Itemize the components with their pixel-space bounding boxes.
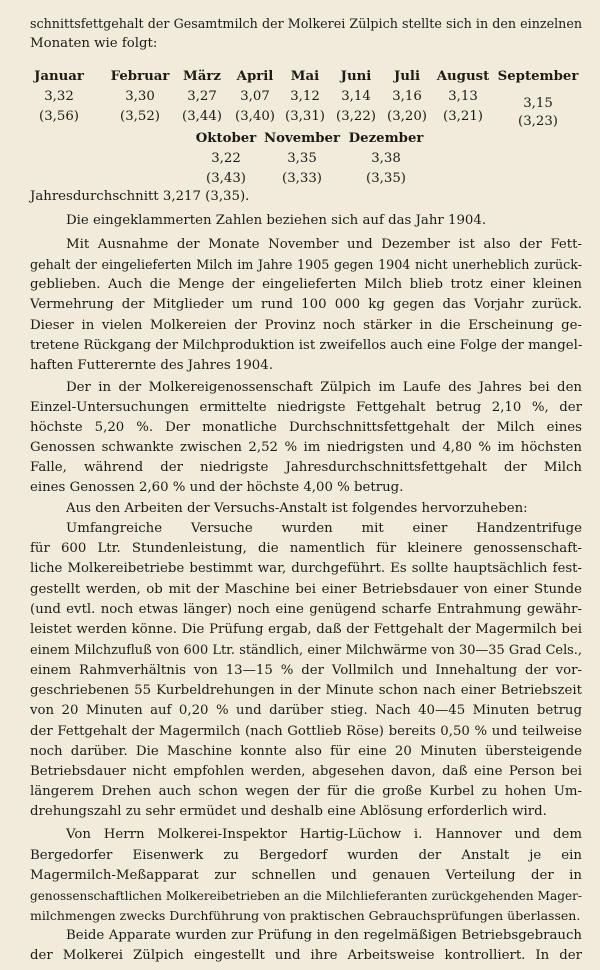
text-line: schnittsfettgehalt der Gesamtmilch der Molkerei Zülpich stellte sich in den einzelnen <box>30 16 582 31</box>
value-1905: 3,30 <box>125 89 155 104</box>
text-line: geblieben. Auch die Menge der eingelieferten Milch blieb trotz einer kleinen <box>30 277 582 292</box>
text-line: Einzel-Untersuchungen ermittelte niedrigste Fettgehalt betrug 2,10 %, der <box>30 400 582 415</box>
value-1904: (3,22) <box>336 109 376 124</box>
month-header: Juli <box>393 69 421 84</box>
value-1905: 3,35 <box>287 151 317 166</box>
text-line: Von Herrn Molkerei-Inspektor Hartig-Lüchow i. Hannover und dem <box>66 827 582 842</box>
month-header: Mai <box>290 69 320 84</box>
text-line: Falle, während der niedrigste Jahresdurchschnittsfettgehalt der Milch <box>30 460 582 475</box>
text-line: höchste 5,20 %. Der monatliche Durchschnittsfettgehalt der Milch eines <box>30 420 582 435</box>
value-1905: 3,22 <box>211 151 241 166</box>
month-header: Dezember <box>348 131 424 146</box>
value-1904: (3,20) <box>387 109 427 124</box>
text-line: Dieser in vielen Molkereien der Provinz noch stärker in die Erscheinung ge- <box>30 318 582 333</box>
value-1905: 3,13 <box>448 89 478 104</box>
text-line: von 20 Minuten auf 0,20 % und darüber stieg. Nach 40—45 Minuten betrug <box>30 703 582 718</box>
text-line: Mit Ausnahme der Monate November und Dezember ist also der Fett- <box>66 237 582 252</box>
text-line: Vermehrung der Mitglieder um rund 100 000 kg gegen das Vorjahr zurück. <box>30 297 582 312</box>
value-1904: (3,21) <box>443 109 483 124</box>
month-header: November <box>263 131 341 146</box>
text-line: Betriebsdauer nicht empfohlen werden, abgesehen davon, daß eine Person bei <box>30 764 582 779</box>
text-line: längerem Drehen auch schon wegen der für die große Kurbel zu hohen Um- <box>30 784 582 799</box>
text-line: Aus den Arbeiten der Versuchs-Anstalt ist folgendes hervorzuheben: <box>66 501 528 516</box>
value-1905: 3,12 <box>290 89 320 104</box>
value-1904: (3,23) <box>518 114 558 129</box>
month-header: August <box>436 69 490 84</box>
text-line: liche Molkereibetriebe bestimmt war, durchgeführt. Es sollte hauptsächlich fest- <box>30 561 582 576</box>
value-1904: (3,52) <box>120 109 160 124</box>
text-line: Beide Apparate wurden zur Prüfung in den regelmäßigen Betriebsgebrauch <box>66 928 582 943</box>
month-header: September <box>497 69 579 84</box>
text-line: Genossen schwankte zwischen 2,52 % im niedrigsten und 4,80 % im höchsten <box>30 440 582 455</box>
text-line: genossenschaftlichen Molkereibetrieben an die Milchlieferanten zurückgehenden Mager- <box>30 889 582 903</box>
value-1904: (3,31) <box>285 109 325 124</box>
month-header: April <box>236 69 274 84</box>
text-line: Der in der Molkereigenossenschaft Zülpich im Laufe des Jahres bei den <box>66 380 582 395</box>
month-header: Oktober <box>195 131 257 146</box>
text-line: Die eingeklammerten Zahlen beziehen sich auf das Jahr 1904. <box>66 213 487 228</box>
text-line: noch darüber. Die Maschine konnte also für eine 20 Minuten übersteigende <box>30 744 582 759</box>
text-line: tretene Rückgang der Milchproduktion ist zweifellos auch eine Folge der mangel- <box>30 338 583 353</box>
text-line: einem Rahmverhältnis von 13—15 % der Vollmilch und Innehaltung der vor- <box>30 663 582 678</box>
text-line: eines Genossen 2,60 % und der höchste 4,00 % betrug. <box>30 480 404 495</box>
text-line: gestellt werden, ob mit der Maschine bei einer Betriebsdauer von einer Stunde <box>30 582 582 597</box>
month-header: März <box>183 69 221 84</box>
value-1905: 3,07 <box>240 89 270 104</box>
month-header: Februar <box>110 69 170 84</box>
text-line: für 600 Ltr. Stundenleistung, die namentlich für kleinere genossenschaft- <box>30 541 582 556</box>
text-line: leistet werden könne. Die Prüfung ergab, daß der Fettgehalt der Magermilch bei <box>30 622 582 637</box>
text-line: haften Futterernte des Jahres 1904. <box>30 358 273 373</box>
value-1905: 3,27 <box>187 89 217 104</box>
text-line: Bergedorfer Eisenwerk zu Bergedorf wurden der Anstalt je ein <box>30 848 582 863</box>
text-line: gehalt der eingelieferten Milch im Jahre 1905 gegen 1904 nicht unerheblich zurück- <box>30 257 582 272</box>
text-line: Monaten wie folgt: <box>30 36 158 51</box>
value-1904: (3,56) <box>39 109 79 124</box>
month-header: Januar <box>34 69 84 84</box>
text-line: der Molkerei Zülpich eingestellt und ihre Arbeitsweise kontrolliert. In der <box>30 948 582 963</box>
text-line: einem Milchzufluß von 600 Ltr. ständlich, einer Milchwärme von 30—35 Grad Cels., <box>30 643 582 658</box>
value-1905: 3,16 <box>392 89 422 104</box>
text-line: Magermilch-Meßapparat zur schnellen und genauen Verteilung der in <box>30 868 582 883</box>
value-1904: (3,40) <box>235 109 275 124</box>
text-line: (und evtl. noch etwas länger) noch eine genügend scharfe Entrahmung gewähr- <box>30 602 582 617</box>
value-1904: (3,33) <box>282 171 322 186</box>
text-line: geschriebenen 55 Kurbeldrehungen in der Minute schon nach einer Betriebszeit <box>30 683 582 698</box>
text-line: der Fettgehalt der Magermilch (nach Gottlieb Röse) bereits 0,50 % und teilweise <box>30 724 582 739</box>
value-1904: (3,43) <box>206 171 246 186</box>
value-1905: 3,14 <box>341 89 371 104</box>
value-1904: (3,44) <box>182 109 222 124</box>
text-line: drehungszahl zu sehr ermüdet und deshalb eine Ablösung erforderlich wird. <box>30 804 547 819</box>
text-line: Jahresdurchschnitt 3,217 (3,35). <box>30 189 250 204</box>
value-1904: (3,35) <box>366 171 406 186</box>
value-1905: 3,32 <box>44 89 74 104</box>
month-header: Juni <box>340 69 372 84</box>
text-line: Umfangreiche Versuche wurden mit einer Handzentrifuge <box>66 521 582 536</box>
value-1905: 3,38 <box>371 151 401 166</box>
text-line: milchmengen zwecks Durchführung von praktischen Gebrauchsprüfungen überlassen. <box>30 908 581 923</box>
value-1905: 3,15 <box>523 96 553 111</box>
